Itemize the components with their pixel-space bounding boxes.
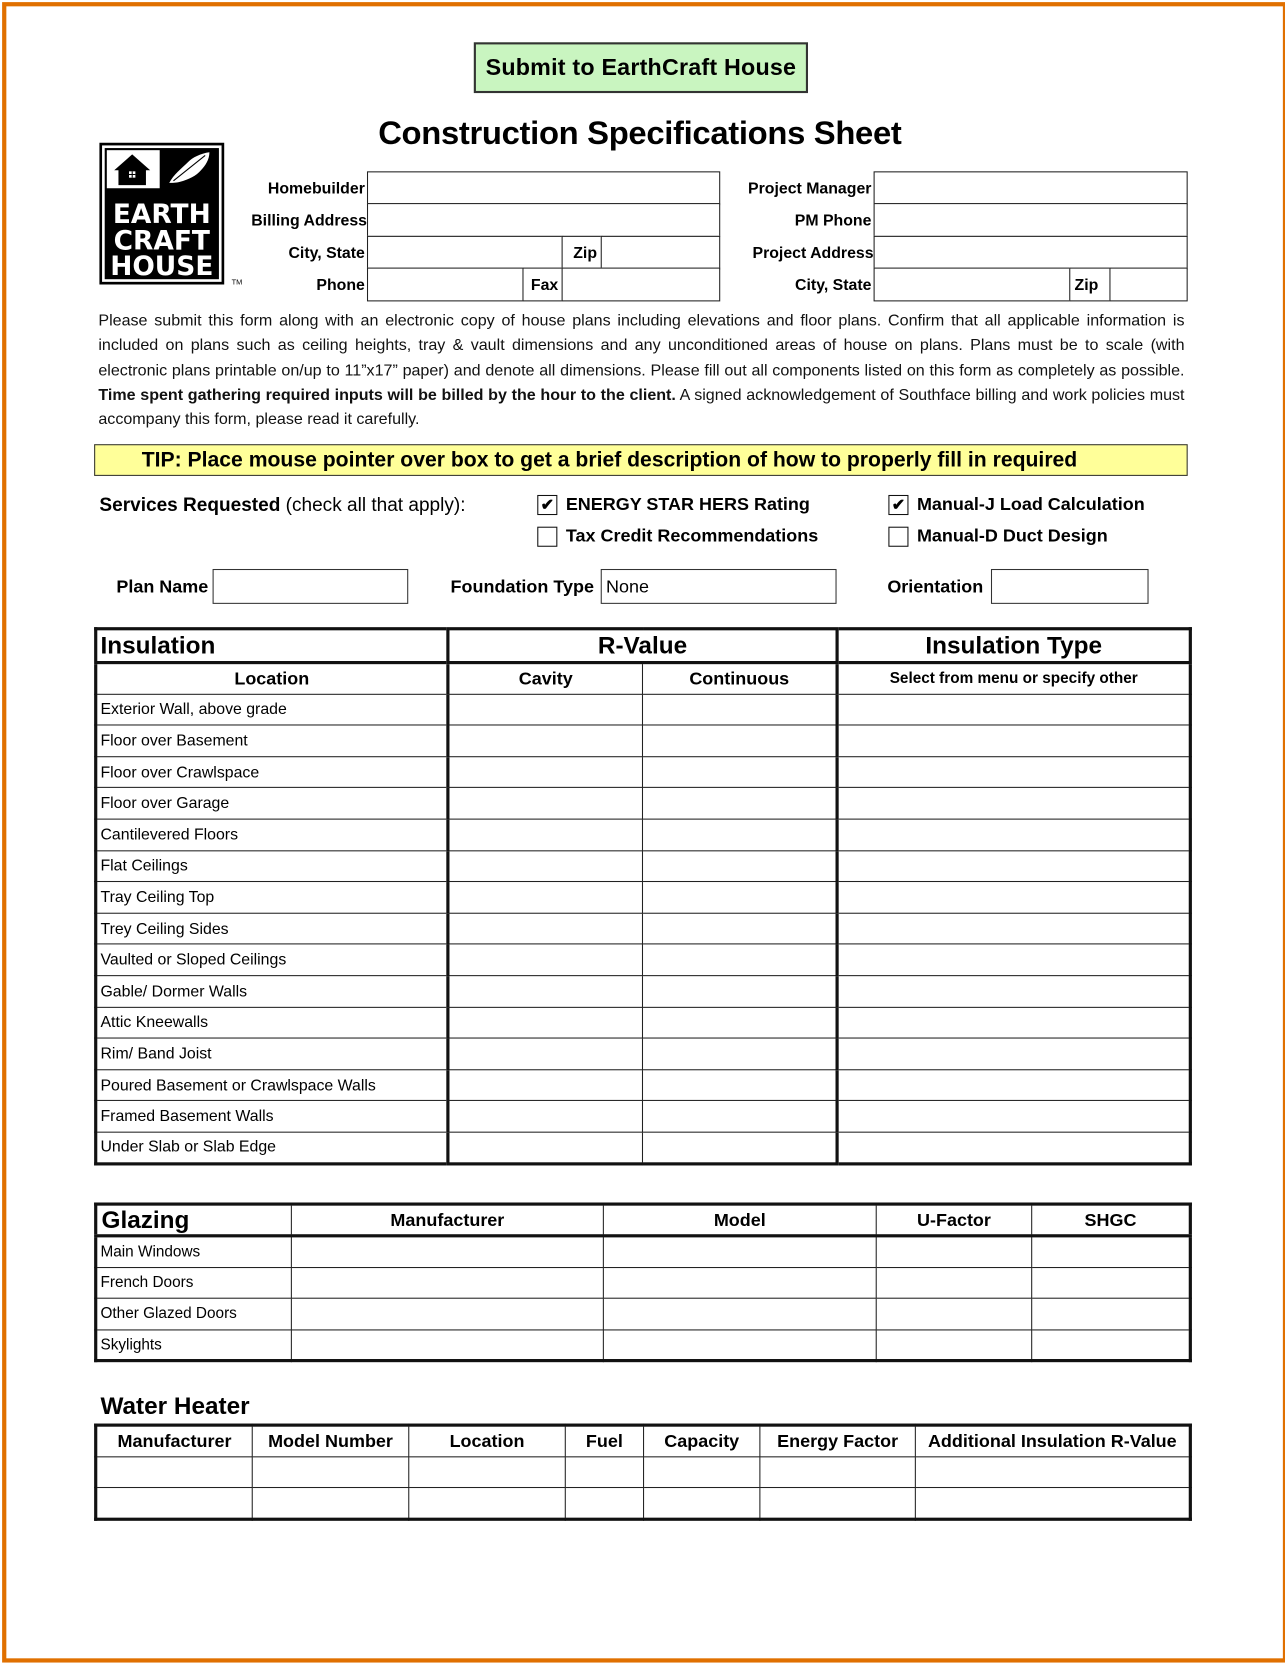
glazing-header-model: Model <box>603 1204 876 1236</box>
plan-name-input[interactable] <box>213 569 409 604</box>
checkbox-unchecked-icon[interactable] <box>888 526 908 546</box>
glazing-u-factor-input[interactable] <box>876 1298 1031 1329</box>
glazing-header-shgc: SHGC <box>1032 1204 1191 1236</box>
insulation-type-select[interactable] <box>837 1132 1190 1163</box>
insulation-location: Floor over Garage <box>96 788 448 819</box>
glazing-shgc-input[interactable] <box>1032 1267 1191 1298</box>
continuous-r-value-input[interactable] <box>642 694 837 725</box>
insulation-row <box>96 1132 1191 1163</box>
house-icon <box>107 150 160 188</box>
continuous-r-value-input[interactable] <box>642 1038 837 1069</box>
cavity-r-value-input[interactable] <box>448 913 643 944</box>
water-heater-input[interactable] <box>760 1456 915 1487</box>
homebuilder-field[interactable] <box>367 171 720 205</box>
water-heater-input[interactable] <box>252 1488 409 1519</box>
glazing-shgc-input[interactable] <box>1032 1236 1191 1267</box>
project-address-field[interactable] <box>874 236 1188 270</box>
cavity-r-value-input[interactable] <box>448 819 643 850</box>
phone-label: Phone <box>316 276 365 295</box>
insulation-location: Gable/ Dormer Walls <box>96 976 448 1007</box>
glazing-manufacturer-input[interactable] <box>291 1330 603 1361</box>
continuous-r-value-input[interactable] <box>642 756 837 787</box>
water-heater-input[interactable] <box>760 1488 915 1519</box>
services-requested-hint: (check all that apply): <box>280 493 466 516</box>
water-heater-input[interactable] <box>409 1488 566 1519</box>
glazing-u-factor-input[interactable] <box>876 1330 1031 1361</box>
water-heater-header-row <box>96 1425 1191 1456</box>
insulation-type-select[interactable] <box>837 944 1190 975</box>
cavity-r-value-input[interactable] <box>448 976 643 1007</box>
insulation-type-select[interactable] <box>837 1038 1190 1069</box>
water-heater-header: Location <box>409 1425 566 1456</box>
glazing-header-u-factor: U-Factor <box>876 1204 1031 1236</box>
cavity-r-value-input[interactable] <box>448 1101 643 1132</box>
continuous-r-value-input[interactable] <box>642 882 837 913</box>
glazing-shgc-input[interactable] <box>1032 1298 1191 1329</box>
insulation-title: Insulation <box>96 629 448 663</box>
service-manual-j-checkbox[interactable] <box>888 494 1144 515</box>
cavity-r-value-input[interactable] <box>448 788 643 819</box>
billing-notice: Time spent gathering required inputs will be billed by the hour to the client. <box>98 385 676 404</box>
insulation-location: Framed Basement Walls <box>96 1101 448 1132</box>
water-heater-input[interactable] <box>644 1456 760 1487</box>
glazing-row <box>96 1330 1191 1361</box>
glazing-type-label: Other Glazed Doors <box>96 1298 292 1329</box>
continuous-r-value-input[interactable] <box>642 944 837 975</box>
service-tax-credit-checkbox[interactable] <box>537 526 818 547</box>
continuous-header: Continuous <box>642 663 837 694</box>
cavity-r-value-input[interactable] <box>448 1132 643 1163</box>
insulation-row <box>96 725 1191 756</box>
insulation-row <box>96 1069 1191 1100</box>
glazing-type-label: Skylights <box>96 1330 292 1361</box>
insulation-type-select[interactable] <box>837 694 1190 725</box>
water-heater-row <box>96 1456 1191 1487</box>
cavity-r-value-input[interactable] <box>448 694 643 725</box>
glazing-table <box>94 1202 1192 1362</box>
glazing-manufacturer-input[interactable] <box>291 1236 603 1267</box>
insulation-type-hint: Select from menu or specify other <box>837 663 1190 694</box>
insulation-location: Attic Kneewalls <box>96 1007 448 1038</box>
water-heater-header: Model Number <box>252 1425 409 1456</box>
continuous-r-value-input[interactable] <box>642 1007 837 1038</box>
instructions-paragraph <box>98 309 1184 432</box>
billing-address-label: Billing Address <box>251 211 367 230</box>
zip-label: Zip <box>562 236 603 270</box>
water-heater-input[interactable] <box>565 1456 643 1487</box>
cavity-r-value-input[interactable] <box>448 882 643 913</box>
insulation-type-select[interactable] <box>837 756 1190 787</box>
trademark-mark: TM <box>231 279 243 287</box>
billing-address-field[interactable] <box>367 203 720 237</box>
cavity-header: Cavity <box>448 663 643 694</box>
service-label: Manual-J Load Calculation <box>916 493 1145 514</box>
insulation-row <box>96 976 1191 1007</box>
water-heater-input[interactable] <box>915 1456 1190 1487</box>
glazing-shgc-input[interactable] <box>1032 1330 1191 1361</box>
glazing-type-label: French Doors <box>96 1267 292 1298</box>
service-label: Tax Credit Recommendations <box>565 525 819 546</box>
instructions-text-2: A signed acknowledgement of Southface billing and work policies must accompany this form, please read it carefully. <box>98 385 1185 429</box>
water-heater-input[interactable] <box>252 1456 409 1487</box>
water-heater-table <box>94 1424 1192 1521</box>
foundation-type-select[interactable]: None <box>601 569 837 604</box>
plan-name-label: Plan Name <box>116 576 209 597</box>
project-manager-field[interactable] <box>874 171 1188 205</box>
continuous-r-value-input[interactable] <box>642 1101 837 1132</box>
svg-text:EARTH: EARTH <box>112 199 211 231</box>
insulation-type-select[interactable] <box>837 788 1190 819</box>
water-heater-input[interactable] <box>96 1488 253 1519</box>
insulation-type-select[interactable] <box>837 819 1190 850</box>
zip-field[interactable] <box>601 236 721 270</box>
insulation-location: Floor over Crawlspace <box>96 756 448 787</box>
insulation-location: Exterior Wall, above grade <box>96 694 448 725</box>
glazing-title: Glazing <box>96 1204 292 1236</box>
water-heater-header: Energy Factor <box>760 1425 915 1456</box>
foundation-type-label: Foundation Type <box>450 576 595 597</box>
insulation-location: Under Slab or Slab Edge <box>96 1132 448 1163</box>
orientation-label: Orientation <box>887 576 984 597</box>
insulation-type-select[interactable] <box>837 1007 1190 1038</box>
insulation-type-select[interactable] <box>837 882 1190 913</box>
cavity-r-value-input[interactable] <box>448 1069 643 1100</box>
insulation-row <box>96 944 1191 975</box>
insulation-row <box>96 1007 1191 1038</box>
insulation-location: Rim/ Band Joist <box>96 1038 448 1069</box>
water-heater-header: Manufacturer <box>96 1425 253 1456</box>
insulation-row <box>96 850 1191 881</box>
orientation-input[interactable] <box>991 569 1149 604</box>
svg-text:CRAFT: CRAFT <box>113 225 210 257</box>
water-heater-title: Water Heater <box>100 1391 250 1420</box>
insulation-location: Poured Basement or Crawlspace Walls <box>96 1069 448 1100</box>
location-header: Location <box>96 663 448 694</box>
instructions-text-1: Please submit this form along with an electronic copy of house plans including elevations and floor plans. Confirm that all applicable information is included on plans such as ceiling heights, tray & vault dimensions and any unconditioned areas of house on plans. Plans must be to scale (with electronic plans printable on/up to 11”x17” paper) and denote all dimensions. Please fill out all components listed on this form as completely as possible. <box>98 311 1185 380</box>
continuous-r-value-input[interactable] <box>642 913 837 944</box>
continuous-r-value-input[interactable] <box>642 1132 837 1163</box>
insulation-row <box>96 694 1191 725</box>
continuous-r-value-input[interactable] <box>642 1069 837 1100</box>
pm-phone-label: PM Phone <box>794 211 872 230</box>
service-manual-d-checkbox[interactable] <box>888 526 1107 547</box>
project-manager-label: Project Manager <box>748 179 872 198</box>
insulation-type-select[interactable] <box>837 725 1190 756</box>
water-heater-input[interactable] <box>915 1488 1190 1519</box>
insulation-table <box>94 627 1192 1165</box>
fax-label: Fax <box>522 268 563 302</box>
insulation-type-header: Insulation Type <box>837 629 1190 663</box>
continuous-r-value-input[interactable] <box>642 725 837 756</box>
r-value-header: R-Value <box>448 629 837 663</box>
water-heater-header: Additional Insulation R-Value <box>915 1425 1190 1456</box>
insulation-type-select[interactable] <box>837 976 1190 1007</box>
glazing-manufacturer-input[interactable] <box>291 1267 603 1298</box>
cavity-r-value-input[interactable] <box>448 1007 643 1038</box>
insulation-row <box>96 1101 1191 1132</box>
water-heater-header: Capacity <box>644 1425 760 1456</box>
cavity-r-value-input[interactable] <box>448 850 643 881</box>
insulation-location: Flat Ceilings <box>96 850 448 881</box>
glazing-u-factor-input[interactable] <box>876 1236 1031 1267</box>
svg-text:HOUSE: HOUSE <box>110 250 214 282</box>
insulation-row <box>96 1038 1191 1069</box>
insulation-location: Trey Ceiling Sides <box>96 913 448 944</box>
checkbox-checked-icon[interactable]: ✔ <box>888 494 908 514</box>
glazing-row <box>96 1236 1191 1267</box>
glazing-row <box>96 1298 1191 1329</box>
services-requested-title: Services Requested <box>99 493 281 516</box>
insulation-location: Vaulted or Sloped Ceilings <box>96 944 448 975</box>
service-label: ENERGY STAR HERS Rating <box>565 493 810 514</box>
glazing-row <box>96 1267 1191 1298</box>
glazing-type-label: Main Windows <box>96 1236 292 1267</box>
pm-phone-field[interactable] <box>874 203 1188 237</box>
project-city-state-field[interactable] <box>874 268 1072 302</box>
insulation-type-select[interactable] <box>837 1069 1190 1100</box>
water-heater-input[interactable] <box>409 1456 566 1487</box>
water-heater-row <box>96 1488 1191 1519</box>
insulation-row <box>96 882 1191 913</box>
fax-field[interactable] <box>562 268 721 302</box>
glazing-header-manufacturer: Manufacturer <box>291 1204 603 1236</box>
continuous-r-value-input[interactable] <box>642 976 837 1007</box>
checkbox-checked-icon[interactable]: ✔ <box>537 494 557 514</box>
homebuilder-label: Homebuilder <box>267 179 365 198</box>
cavity-r-value-input[interactable] <box>448 1038 643 1069</box>
tip-banner: TIP: Place mouse pointer over box to get a brief description of how to properly fill in required <box>94 444 1188 476</box>
project-city-state-label: City, State <box>795 276 872 295</box>
project-address-label: Project Address <box>752 244 874 263</box>
service-label: Manual-D Duct Design <box>916 525 1108 546</box>
project-zip-field[interactable] <box>1109 268 1187 302</box>
insulation-location: Floor over Basement <box>96 725 448 756</box>
page-title: Construction Specifications Sheet <box>378 114 902 152</box>
continuous-r-value-input[interactable] <box>642 819 837 850</box>
continuous-r-value-input[interactable] <box>642 788 837 819</box>
insulation-location: Cantilevered Floors <box>96 819 448 850</box>
checkbox-unchecked-icon[interactable] <box>537 526 557 546</box>
glazing-model-input[interactable] <box>603 1236 876 1267</box>
cavity-r-value-input[interactable] <box>448 756 643 787</box>
glazing-u-factor-input[interactable] <box>876 1267 1031 1298</box>
project-zip-label: Zip <box>1069 268 1111 302</box>
glazing-manufacturer-input[interactable] <box>291 1298 603 1329</box>
water-heater-input[interactable] <box>644 1488 760 1519</box>
cavity-r-value-input[interactable] <box>448 944 643 975</box>
insulation-type-select[interactable] <box>837 913 1190 944</box>
city-state-field[interactable] <box>367 236 564 270</box>
cavity-r-value-input[interactable] <box>448 725 643 756</box>
earthcraft-logo <box>99 143 224 285</box>
insulation-row <box>96 756 1191 787</box>
glazing-model-input[interactable] <box>603 1298 876 1329</box>
insulation-type-select[interactable] <box>837 850 1190 881</box>
service-energy-star-hers-checkbox[interactable] <box>537 494 810 515</box>
services-requested-label <box>99 494 465 516</box>
submit-to-earthcraft-button[interactable]: Submit to EarthCraft House <box>474 42 808 93</box>
phone-field[interactable] <box>367 268 525 302</box>
insulation-row <box>96 788 1191 819</box>
water-heater-header: Fuel <box>565 1425 643 1456</box>
water-heater-input[interactable] <box>565 1488 643 1519</box>
insulation-type-select[interactable] <box>837 1101 1190 1132</box>
continuous-r-value-input[interactable] <box>642 850 837 881</box>
insulation-row <box>96 913 1191 944</box>
water-heater-input[interactable] <box>96 1456 253 1487</box>
glazing-model-input[interactable] <box>603 1267 876 1298</box>
insulation-row <box>96 819 1191 850</box>
city-state-label: City, State <box>288 244 365 263</box>
insulation-location: Tray Ceiling Top <box>96 882 448 913</box>
glazing-model-input[interactable] <box>603 1330 876 1361</box>
